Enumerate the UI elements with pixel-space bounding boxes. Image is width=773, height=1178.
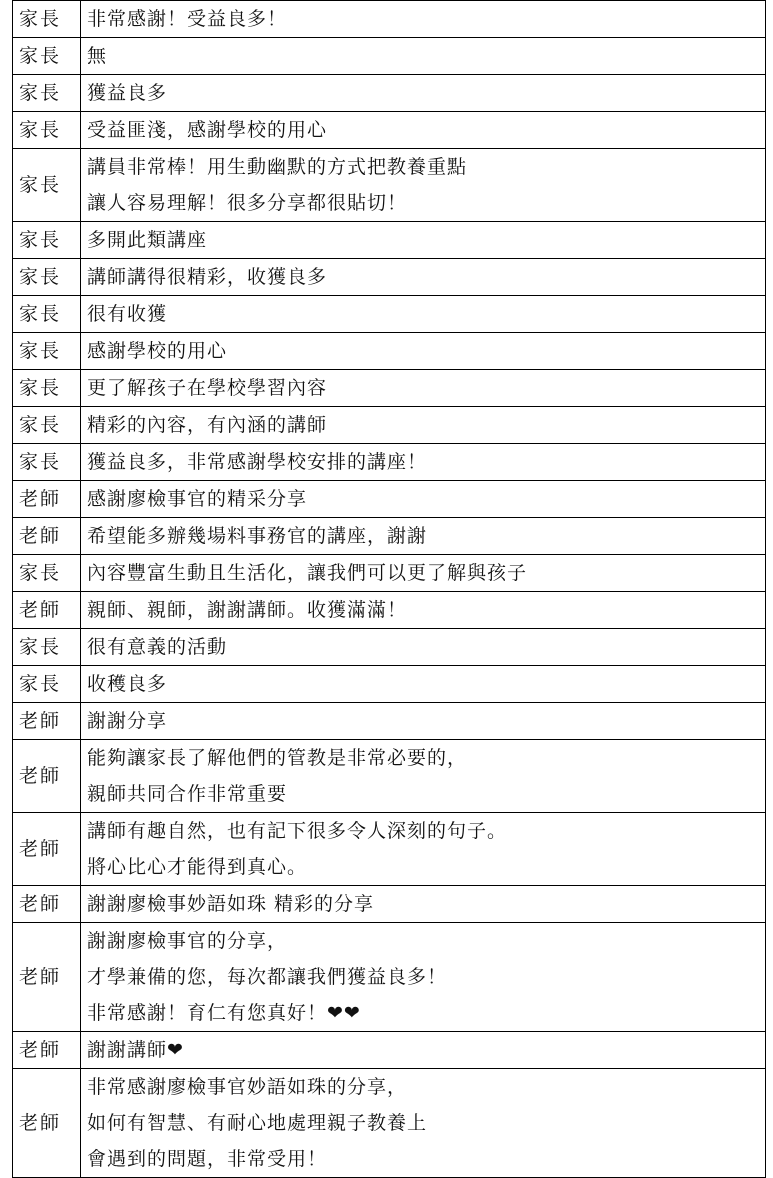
table-row (13, 1, 766, 38)
role-cell: 家長 (13, 222, 81, 259)
table-row (13, 149, 766, 222)
comment-line: 會遇到的問題，非常受用！ (87, 1148, 328, 1170)
table-row (13, 1069, 766, 1178)
role-cell: 老師 (13, 518, 81, 555)
comment-cell (81, 592, 766, 629)
table-row (13, 370, 766, 407)
role-cell: 家長 (13, 1, 81, 38)
comment-line: 感謝廖檢事官的精采分享 (87, 488, 308, 510)
comment-cell (81, 407, 766, 444)
role-cell: 家長 (13, 75, 81, 112)
comment-line: 無 (87, 45, 108, 67)
table-row (13, 592, 766, 629)
comment-line: 將心比心才能得到真心。 (87, 856, 308, 878)
table-row (13, 555, 766, 592)
table-row (13, 1032, 766, 1069)
comment-cell (81, 1, 766, 38)
role-cell: 家長 (13, 112, 81, 149)
comment-cell (81, 518, 766, 555)
comment-cell (81, 75, 766, 112)
comment-line: 受益匪淺，感謝學校的用心 (87, 119, 328, 141)
comment-line: 收穫良多 (87, 673, 168, 695)
comment-cell (81, 481, 766, 518)
comment-cell (81, 444, 766, 481)
table-row (13, 38, 766, 75)
comment-cell (81, 38, 766, 75)
table-row (13, 296, 766, 333)
role-cell: 家長 (13, 149, 81, 222)
table-row (13, 923, 766, 1032)
comment-cell (81, 259, 766, 296)
table-row (13, 886, 766, 923)
table-row (13, 75, 766, 112)
comment-cell (81, 923, 766, 1032)
comment-line: 謝謝廖檢事官的分享， (87, 930, 288, 952)
comment-line: 很有收獲 (87, 303, 168, 325)
comment-line: 讓人容易理解！很多分享都很貼切！ (87, 192, 408, 214)
comment-cell (81, 555, 766, 592)
table-row (13, 703, 766, 740)
comment-line: 更了解孩子在學校學習內容 (87, 377, 328, 399)
comment-line: 講師講得很精彩，收獲良多 (87, 266, 328, 288)
role-cell: 家長 (13, 296, 81, 333)
comment-line: 非常感謝！受益良多！ (87, 8, 288, 30)
comment-line: 非常感謝廖檢事官妙語如珠的分享， (87, 1076, 408, 1098)
comment-line: 謝謝分享 (87, 710, 168, 732)
comment-cell (81, 813, 766, 886)
comment-cell (81, 1032, 766, 1069)
comment-line: 如何有智慧、有耐心地處理親子教養上 (87, 1112, 428, 1134)
comment-line: 謝謝講師❤ (87, 1039, 184, 1061)
comment-cell (81, 222, 766, 259)
table-row (13, 666, 766, 703)
role-cell: 家長 (13, 259, 81, 296)
comment-line: 講員非常棒！用生動幽默的方式把教養重點 (87, 156, 468, 178)
comment-cell (81, 666, 766, 703)
comment-cell (81, 703, 766, 740)
role-cell: 老師 (13, 1069, 81, 1178)
table-row (13, 629, 766, 666)
table-row (13, 444, 766, 481)
comment-line: 非常感謝！育仁有您真好！❤❤ (87, 1002, 361, 1024)
table-row (13, 813, 766, 886)
comment-line: 感謝學校的用心 (87, 340, 228, 362)
comment-line: 多開此類講座 (87, 229, 208, 251)
comment-line: 獲益良多 (87, 82, 168, 104)
table-row (13, 333, 766, 370)
comment-line: 親師、親師，謝謝講師。收獲滿滿！ (87, 599, 408, 621)
feedback-table-body (13, 1, 766, 1178)
role-cell: 家長 (13, 407, 81, 444)
role-cell: 家長 (13, 666, 81, 703)
table-row (13, 222, 766, 259)
role-cell: 老師 (13, 592, 81, 629)
role-cell: 家長 (13, 370, 81, 407)
comment-cell (81, 629, 766, 666)
comment-line: 謝謝廖檢事妙語如珠 精彩的分享 (87, 893, 375, 915)
role-cell: 家長 (13, 444, 81, 481)
role-cell: 老師 (13, 1032, 81, 1069)
comment-line: 精彩的內容，有內涵的講師 (87, 414, 328, 436)
role-cell: 老師 (13, 481, 81, 518)
comment-line: 很有意義的活動 (87, 636, 228, 658)
comment-line: 能夠讓家長了解他們的管教是非常必要的， (87, 747, 468, 769)
role-cell: 家長 (13, 38, 81, 75)
comment-cell (81, 886, 766, 923)
role-cell: 老師 (13, 740, 81, 813)
comment-cell (81, 112, 766, 149)
comment-cell (81, 1069, 766, 1178)
role-cell: 家長 (13, 629, 81, 666)
role-cell: 老師 (13, 923, 81, 1032)
table-row (13, 259, 766, 296)
table-row (13, 112, 766, 149)
comment-line: 內容豐富生動且生活化，讓我們可以更了解與孩子 (87, 562, 528, 584)
comment-line: 希望能多辦幾場料事務官的講座，謝謝 (87, 525, 428, 547)
role-cell: 老師 (13, 703, 81, 740)
comment-cell (81, 740, 766, 813)
comment-line: 才學兼備的您，每次都讓我們獲益良多！ (87, 966, 448, 988)
comment-cell (81, 296, 766, 333)
role-cell: 老師 (13, 886, 81, 923)
comment-cell (81, 333, 766, 370)
table-row (13, 518, 766, 555)
role-cell: 家長 (13, 333, 81, 370)
feedback-table (12, 0, 766, 1178)
comment-line: 講師有趣自然，也有記下很多令人深刻的句子。 (87, 820, 508, 842)
table-row (13, 740, 766, 813)
comment-cell (81, 149, 766, 222)
table-row (13, 481, 766, 518)
comment-line: 獲益良多，非常感謝學校安排的講座！ (87, 451, 428, 473)
role-cell: 家長 (13, 555, 81, 592)
comment-cell (81, 370, 766, 407)
comment-line: 親師共同合作非常重要 (87, 783, 288, 805)
table-row (13, 407, 766, 444)
role-cell: 老師 (13, 813, 81, 886)
